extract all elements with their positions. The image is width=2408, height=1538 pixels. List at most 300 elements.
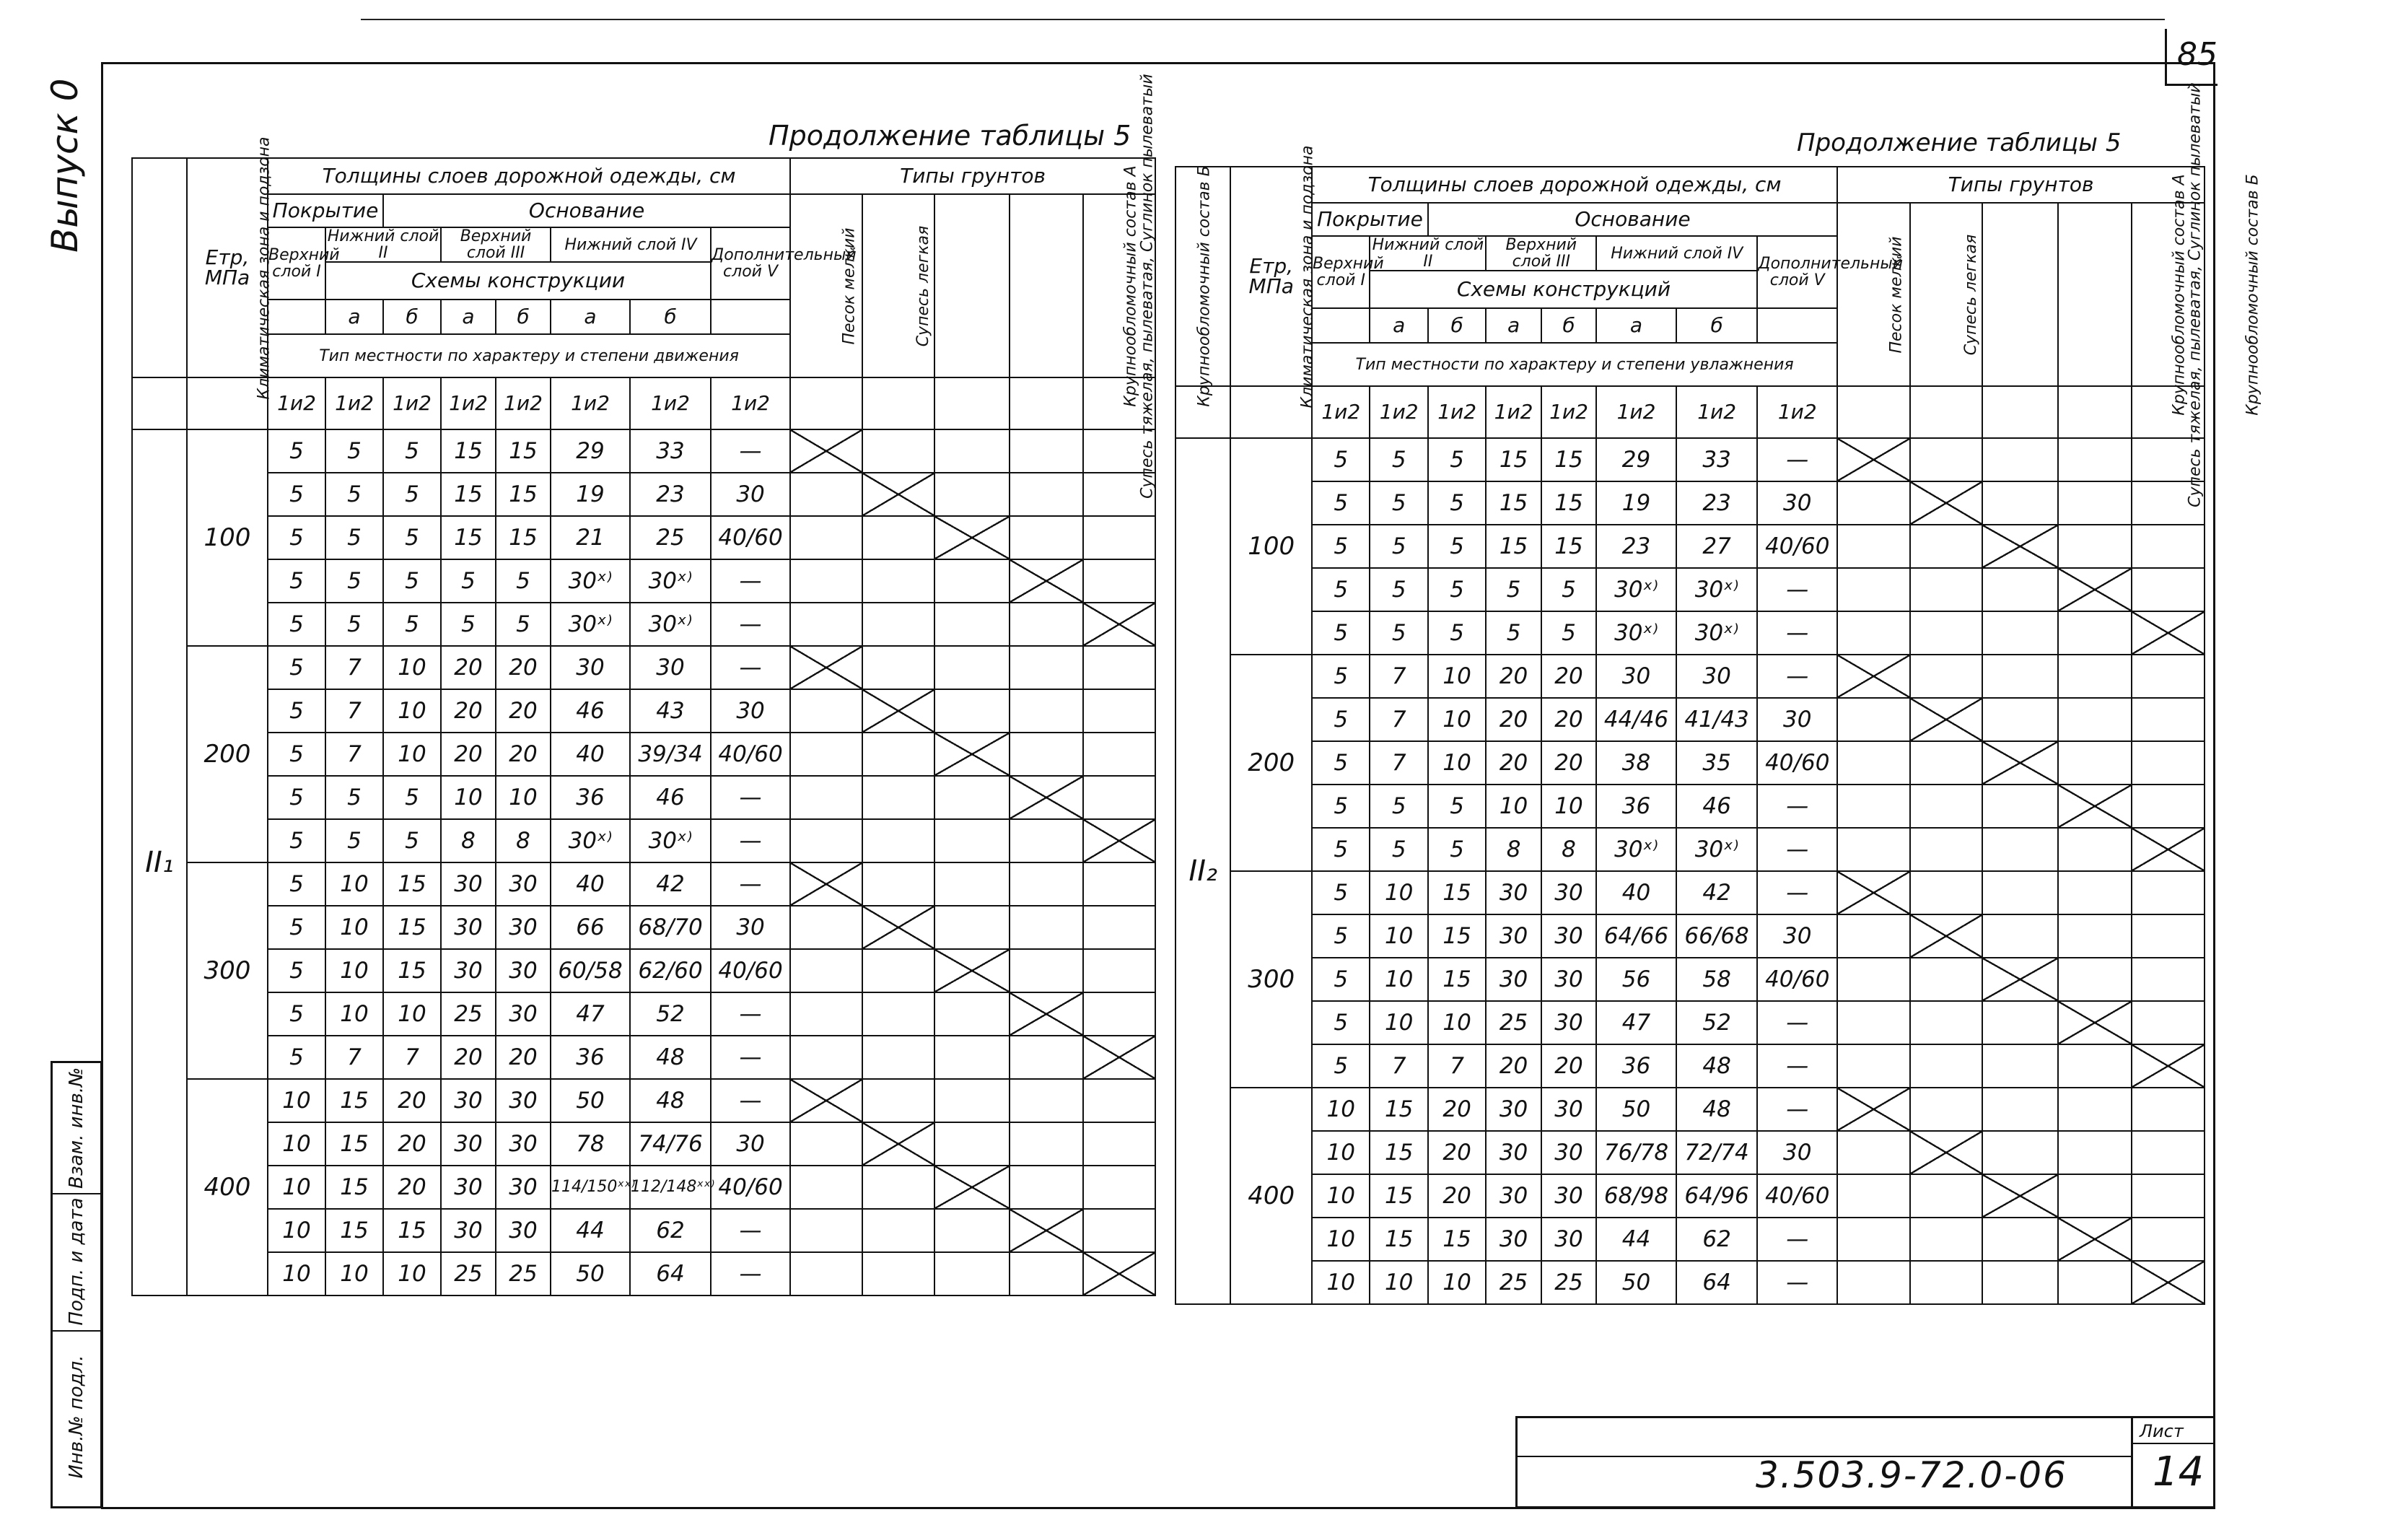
- cell-value: 50: [551, 1252, 630, 1295]
- table-row: [132, 559, 1155, 603]
- stamp-cell-replace: [53, 1063, 100, 1194]
- lower-base-header: Нижний слой IV: [551, 227, 711, 262]
- cell-value: 20: [1428, 1174, 1486, 1218]
- table-row: [1175, 655, 2205, 698]
- cell-value: 30ˣ⁾: [630, 819, 711, 862]
- cell-value: 64: [1676, 1261, 1758, 1304]
- cell-value: —: [1757, 785, 1837, 828]
- cell-value: 25: [630, 516, 711, 559]
- soil-header-5-text: Крупнообломочный состав Б: [2244, 173, 2263, 416]
- table-row: [1175, 698, 2205, 741]
- cell-value: —: [1757, 1261, 1837, 1304]
- cell-value: 30: [441, 1079, 496, 1122]
- soil-mark-empty: [2058, 438, 2132, 481]
- soil-mark-empty: [790, 1209, 862, 1252]
- title-block-divider: [2131, 1418, 2133, 1506]
- soil-header-1: [1837, 203, 1910, 386]
- soil-mark-cross: [790, 429, 862, 473]
- cell-value: 15: [325, 1209, 383, 1252]
- soil-mark-empty: [2058, 1131, 2132, 1174]
- soil-mark-empty: [790, 516, 862, 559]
- soil-mark-cross: [1910, 914, 1983, 958]
- soil-mark-empty: [1010, 906, 1083, 949]
- cell-value: 44/46: [1596, 698, 1676, 741]
- cell-value: 76/78: [1596, 1131, 1676, 1174]
- cell-value: 10: [1486, 785, 1541, 828]
- cell-value: 27: [1676, 525, 1758, 568]
- scheme-a-1: а: [1370, 308, 1427, 343]
- soil-mark-empty: [2132, 871, 2205, 914]
- table-row: [1175, 1044, 2205, 1088]
- soil-header-4: [1010, 165, 1140, 407]
- soil-mark-empty: [934, 559, 1010, 603]
- cell-value: 46: [1676, 785, 1758, 828]
- soil-mark-empty: [1083, 689, 1155, 733]
- cell-value: 20: [496, 689, 551, 733]
- extra-layer-mark: [711, 300, 790, 334]
- soil-header-3-text: Супесь тяжелая, пылеватая, Суглинок пылеватый: [1138, 73, 1157, 499]
- cell-value: 10: [1428, 1261, 1486, 1304]
- soil-mark-cross: [2132, 611, 2205, 655]
- cell-value: 15: [496, 429, 551, 473]
- soil-mark-empty: [790, 906, 862, 949]
- table-row: [132, 949, 1155, 992]
- cell-value: 30: [711, 1122, 790, 1166]
- cell-value: 20: [1541, 698, 1596, 741]
- cell-value: 112/148ˣˣ⁾: [630, 1166, 711, 1209]
- cell-value: 30: [1541, 871, 1596, 914]
- soil-header-end-4: [2058, 386, 2132, 438]
- soil-mark-empty: [934, 906, 1010, 949]
- stamp-original-label: Инв.№ подл.: [66, 1355, 87, 1479]
- soil-mark-empty: [1837, 1261, 1910, 1304]
- cell-value: 30: [1486, 1174, 1541, 1218]
- terrain-code-7: 1и2: [1676, 386, 1758, 438]
- sheet-label: Лист: [2140, 1421, 2184, 1441]
- soil-mark-empty: [862, 559, 934, 603]
- cell-value: 25: [496, 1252, 551, 1295]
- soil-mark-empty: [2132, 958, 2205, 1001]
- cell-value: 30: [496, 992, 551, 1036]
- soil-mark-empty: [2058, 1261, 2132, 1304]
- cell-value: 20: [1428, 1088, 1486, 1131]
- soil-mark-empty: [862, 603, 934, 646]
- cell-value: 5: [325, 516, 383, 559]
- soil-mark-empty: [862, 429, 934, 473]
- cell-value: 8: [1541, 828, 1596, 871]
- cell-value: 5: [496, 603, 551, 646]
- cell-value: —: [711, 603, 790, 646]
- table-row: [132, 603, 1155, 646]
- cell-value: 10: [441, 776, 496, 819]
- cell-value: 7: [1370, 741, 1427, 785]
- table-row: [132, 776, 1155, 819]
- soil-mark-cross: [862, 1122, 934, 1166]
- cell-value: 7: [383, 1036, 441, 1079]
- cell-value: 15: [1541, 438, 1596, 481]
- soil-mark-empty: [934, 646, 1010, 689]
- soil-mark-empty: [862, 646, 934, 689]
- table-row: [1175, 1174, 2205, 1218]
- cell-value: 5: [268, 733, 325, 776]
- terrain-code-6: 1и2: [1596, 386, 1676, 438]
- cell-value: 23: [1676, 481, 1758, 525]
- scheme-a-2: а: [1486, 308, 1541, 343]
- scheme-b-1: б: [383, 300, 441, 334]
- soil-mark-empty: [1083, 949, 1155, 992]
- scheme-a-1: а: [325, 300, 383, 334]
- soil-mark-empty: [934, 862, 1010, 906]
- cell-value: 46: [630, 776, 711, 819]
- cell-value: 20: [441, 646, 496, 689]
- terrain-header: Тип местности по характеру и степени увлажнения: [1312, 343, 1837, 386]
- cell-value: 7: [325, 689, 383, 733]
- soil-mark-empty: [1837, 1044, 1910, 1088]
- series-label: Выпуск 0: [44, 78, 86, 253]
- soil-mark-empty: [790, 473, 862, 516]
- cell-value: 30ˣ⁾: [1596, 828, 1676, 871]
- soil-mark-empty: [2132, 1088, 2205, 1131]
- cell-value: 10: [325, 992, 383, 1036]
- cell-value: 30: [1541, 1174, 1596, 1218]
- soil-header-end-3: [1982, 386, 2058, 438]
- cell-value: 7: [1370, 698, 1427, 741]
- cell-value: 30: [441, 1209, 496, 1252]
- soil-mark-cross: [2058, 1001, 2132, 1044]
- soil-mark-empty: [2058, 655, 2132, 698]
- soil-mark-cross: [1010, 992, 1083, 1036]
- cell-value: 5: [325, 473, 383, 516]
- soil-mark-empty: [2058, 914, 2132, 958]
- soil-header-end-4: [1010, 377, 1083, 429]
- cell-value: —: [1757, 1001, 1837, 1044]
- top-layer-mark: [268, 300, 325, 334]
- soil-mark-empty: [1837, 741, 1910, 785]
- cell-value: 25: [1541, 1261, 1596, 1304]
- cell-value: —: [711, 429, 790, 473]
- cell-value: —: [711, 559, 790, 603]
- cell-value: 5: [1312, 525, 1370, 568]
- soil-mark-cross: [790, 646, 862, 689]
- soil-mark-cross: [934, 733, 1010, 776]
- cell-value: 5: [268, 819, 325, 862]
- soil-mark-empty: [1982, 1131, 2058, 1174]
- soil-mark-cross: [862, 689, 934, 733]
- soil-mark-cross: [1083, 1252, 1155, 1295]
- soil-mark-empty: [1010, 733, 1083, 776]
- cell-value: 10: [1428, 655, 1486, 698]
- soil-mark-empty: [1837, 1131, 1910, 1174]
- cell-value: 20: [441, 733, 496, 776]
- soil-mark-empty: [1837, 611, 1910, 655]
- soil-mark-empty: [2058, 1088, 2132, 1131]
- cell-value: 5: [1370, 525, 1427, 568]
- cell-value: 30: [1541, 1131, 1596, 1174]
- cell-value: —: [711, 1209, 790, 1252]
- soil-mark-empty: [1837, 1174, 1910, 1218]
- cell-value: 29: [1596, 438, 1676, 481]
- cell-value: 5: [1312, 611, 1370, 655]
- soil-mark-empty: [2058, 871, 2132, 914]
- cell-value: 30: [1757, 698, 1837, 741]
- cell-value: 30: [1596, 655, 1676, 698]
- table-row: [132, 516, 1155, 559]
- etr-value: 200: [187, 646, 268, 862]
- cell-value: 10: [496, 776, 551, 819]
- cell-value: 5: [1312, 871, 1370, 914]
- soil-mark-cross: [1910, 481, 1983, 525]
- soil-mark-empty: [1837, 914, 1910, 958]
- cell-value: 5: [1428, 438, 1486, 481]
- table-row: [132, 862, 1155, 906]
- cell-value: 20: [1541, 655, 1596, 698]
- soil-mark-empty: [1982, 1218, 2058, 1261]
- cell-value: 30ˣ⁾: [1676, 611, 1758, 655]
- zone-header-text: Климатическая зона и подзона: [255, 136, 273, 400]
- soil-header-end-1: [790, 377, 862, 429]
- soil-mark-empty: [1982, 438, 2058, 481]
- cell-value: 30: [1541, 1218, 1596, 1261]
- cell-value: —: [1757, 1044, 1837, 1088]
- cell-value: 5: [1541, 568, 1596, 611]
- cell-value: 30: [496, 1209, 551, 1252]
- soil-mark-empty: [862, 1079, 934, 1122]
- soil-mark-empty: [1083, 733, 1155, 776]
- cell-value: —: [711, 1252, 790, 1295]
- etr-value: 300: [187, 862, 268, 1079]
- scheme-b-2: б: [496, 300, 551, 334]
- cell-value: 10: [1370, 1261, 1427, 1304]
- soil-mark-empty: [862, 1209, 934, 1252]
- soil-mark-empty: [1910, 438, 1983, 481]
- cell-value: 5: [1370, 785, 1427, 828]
- terrain-code-3: 1и2: [383, 377, 441, 429]
- cell-value: 39/34: [630, 733, 711, 776]
- soil-mark-empty: [862, 1036, 934, 1079]
- soil-mark-empty: [790, 949, 862, 992]
- soil-mark-empty: [934, 819, 1010, 862]
- soil-mark-empty: [862, 776, 934, 819]
- cell-value: 5: [1312, 438, 1370, 481]
- cell-value: 23: [630, 473, 711, 516]
- cell-value: 5: [268, 906, 325, 949]
- cell-value: 5: [1312, 655, 1370, 698]
- zone-header-end: [132, 377, 187, 429]
- soil-mark-empty: [934, 689, 1010, 733]
- cell-value: 15: [1541, 525, 1596, 568]
- cell-value: 30: [1757, 481, 1837, 525]
- soil-mark-empty: [934, 429, 1010, 473]
- cell-value: 40: [551, 733, 630, 776]
- table-row: [132, 473, 1155, 516]
- soil-header-3-text: Супесь тяжелая, пылеватая, Суглинок пылеватый: [2186, 82, 2205, 507]
- cell-value: 66/68: [1676, 914, 1758, 958]
- soil-mark-cross: [2058, 568, 2132, 611]
- cell-value: 10: [383, 1252, 441, 1295]
- cell-value: 30: [1486, 958, 1541, 1001]
- soil-mark-empty: [1910, 785, 1983, 828]
- soil-mark-empty: [934, 1122, 1010, 1166]
- soil-mark-cross: [1083, 819, 1155, 862]
- soil-mark-empty: [2132, 568, 2205, 611]
- cell-value: 8: [496, 819, 551, 862]
- soil-mark-cross: [1982, 958, 2058, 1001]
- cell-value: 15: [1370, 1174, 1427, 1218]
- cell-value: 10: [1541, 785, 1596, 828]
- soil-mark-empty: [2058, 481, 2132, 525]
- soil-mark-empty: [1083, 516, 1155, 559]
- soil-mark-cross: [1010, 776, 1083, 819]
- caption-right: Продолжение таблицы 5: [1797, 128, 2122, 157]
- base-header: Основание: [1428, 203, 1837, 236]
- cell-value: 47: [551, 992, 630, 1036]
- soil-header-end-2: [862, 377, 934, 429]
- cell-value: 30: [496, 949, 551, 992]
- cell-value: 5: [268, 992, 325, 1036]
- cell-value: —: [711, 819, 790, 862]
- soil-mark-empty: [1083, 862, 1155, 906]
- cell-value: 40: [1596, 871, 1676, 914]
- cell-value: 15: [1541, 481, 1596, 525]
- soil-mark-empty: [1837, 785, 1910, 828]
- soil-mark-empty: [790, 1166, 862, 1209]
- scheme-a-3: а: [551, 300, 630, 334]
- cell-value: 5: [268, 1036, 325, 1079]
- soil-mark-cross: [2058, 1218, 2132, 1261]
- cell-value: —: [1757, 438, 1837, 481]
- soil-mark-empty: [790, 1252, 862, 1295]
- cell-value: 5: [325, 429, 383, 473]
- soil-mark-cross: [1083, 603, 1155, 646]
- soil-mark-cross: [1010, 1209, 1083, 1252]
- cell-value: 66: [551, 906, 630, 949]
- cell-value: 30: [496, 1122, 551, 1166]
- cell-value: 58: [1676, 958, 1758, 1001]
- cell-value: 5: [1541, 611, 1596, 655]
- table-row: [1175, 481, 2205, 525]
- table-row: [132, 1252, 1155, 1295]
- soil-mark-empty: [2058, 1174, 2132, 1218]
- cell-value: 30ˣ⁾: [630, 559, 711, 603]
- cell-value: 30: [1486, 1218, 1541, 1261]
- cell-value: 44: [551, 1209, 630, 1252]
- cell-value: 15: [325, 1079, 383, 1122]
- cell-value: 46: [551, 689, 630, 733]
- cell-value: 30: [1486, 1131, 1541, 1174]
- schemes-header: Схемы конструкций: [1370, 271, 1757, 308]
- cell-value: 50: [551, 1079, 630, 1122]
- cell-value: 62: [1676, 1218, 1758, 1261]
- cell-value: 20: [1541, 741, 1596, 785]
- table-row: [1175, 1088, 2205, 1131]
- cell-value: 7: [1370, 1044, 1427, 1088]
- title-block: [1515, 1416, 2215, 1508]
- soil-mark-empty: [1010, 516, 1083, 559]
- soil-mark-empty: [934, 603, 1010, 646]
- cell-value: 25: [1486, 1261, 1541, 1304]
- soil-mark-empty: [1837, 525, 1910, 568]
- cell-value: 15: [383, 906, 441, 949]
- terrain-code-1: 1и2: [268, 377, 325, 429]
- cell-value: 10: [1312, 1218, 1370, 1261]
- cell-value: 40/60: [711, 1166, 790, 1209]
- soil-mark-empty: [2132, 655, 2205, 698]
- soil-mark-empty: [862, 949, 934, 992]
- soil-mark-empty: [2132, 525, 2205, 568]
- cell-value: 30ˣ⁾: [551, 603, 630, 646]
- etr-value: 300: [1230, 871, 1312, 1088]
- soil-mark-cross: [1010, 559, 1083, 603]
- soil-mark-empty: [2132, 914, 2205, 958]
- cell-value: 36: [1596, 785, 1676, 828]
- cell-value: 30ˣ⁾: [551, 819, 630, 862]
- cell-value: 15: [496, 473, 551, 516]
- cell-value: 29: [551, 429, 630, 473]
- cell-value: 5: [496, 559, 551, 603]
- soil-mark-empty: [1982, 655, 2058, 698]
- caption-left: Продолжение таблицы 5: [769, 120, 1131, 152]
- cell-value: 5: [1312, 914, 1370, 958]
- soil-mark-empty: [1010, 1036, 1083, 1079]
- soil-mark-empty: [1010, 1252, 1083, 1295]
- soil-header-2: [862, 194, 934, 377]
- soil-mark-empty: [1837, 698, 1910, 741]
- table-row: [132, 1209, 1155, 1252]
- cell-value: 5: [1312, 785, 1370, 828]
- cell-value: 5: [383, 776, 441, 819]
- extra-layer-mark: [1757, 308, 1837, 343]
- cell-value: 42: [630, 862, 711, 906]
- cell-value: 10: [1312, 1174, 1370, 1218]
- soil-mark-empty: [934, 1036, 1010, 1079]
- scheme-a-2: а: [441, 300, 496, 334]
- soil-mark-cross: [2132, 1044, 2205, 1088]
- soil-header-5-text: Крупнообломочный состав Б: [1195, 165, 1214, 407]
- table-row: [132, 819, 1155, 862]
- cell-value: 5: [1370, 568, 1427, 611]
- cell-value: —: [1757, 655, 1837, 698]
- soil-mark-empty: [790, 689, 862, 733]
- top-layer-header: Верхний слой I: [1312, 236, 1370, 308]
- cell-value: 15: [1428, 871, 1486, 914]
- soil-mark-empty: [2132, 698, 2205, 741]
- soil-mark-cross: [1982, 741, 2058, 785]
- cell-value: 20: [1541, 1044, 1596, 1088]
- table-row: [132, 689, 1155, 733]
- soil-mark-empty: [934, 1079, 1010, 1122]
- cell-value: 23: [1596, 525, 1676, 568]
- cell-value: 7: [325, 1036, 383, 1079]
- soil-mark-empty: [1910, 568, 1983, 611]
- cell-value: 30: [441, 1122, 496, 1166]
- terrain-header: Тип местности по характеру и степени движения: [268, 334, 790, 377]
- lower-layer-header: Нижний слой II: [1370, 236, 1486, 271]
- scheme-b-1: б: [1428, 308, 1486, 343]
- cell-value: 48: [630, 1079, 711, 1122]
- cell-value: 10: [1370, 958, 1427, 1001]
- cell-value: 5: [325, 559, 383, 603]
- coating-header: Покрытие: [1312, 203, 1428, 236]
- soil-header-1-text: Песок мелкий: [840, 227, 859, 345]
- cell-value: 5: [441, 603, 496, 646]
- soil-mark-cross: [862, 906, 934, 949]
- soil-mark-cross: [1837, 438, 1910, 481]
- cell-value: 5: [268, 646, 325, 689]
- soil-mark-empty: [1010, 862, 1083, 906]
- cell-value: 30: [1676, 655, 1758, 698]
- cell-value: 30: [711, 689, 790, 733]
- cell-value: 60/58: [551, 949, 630, 992]
